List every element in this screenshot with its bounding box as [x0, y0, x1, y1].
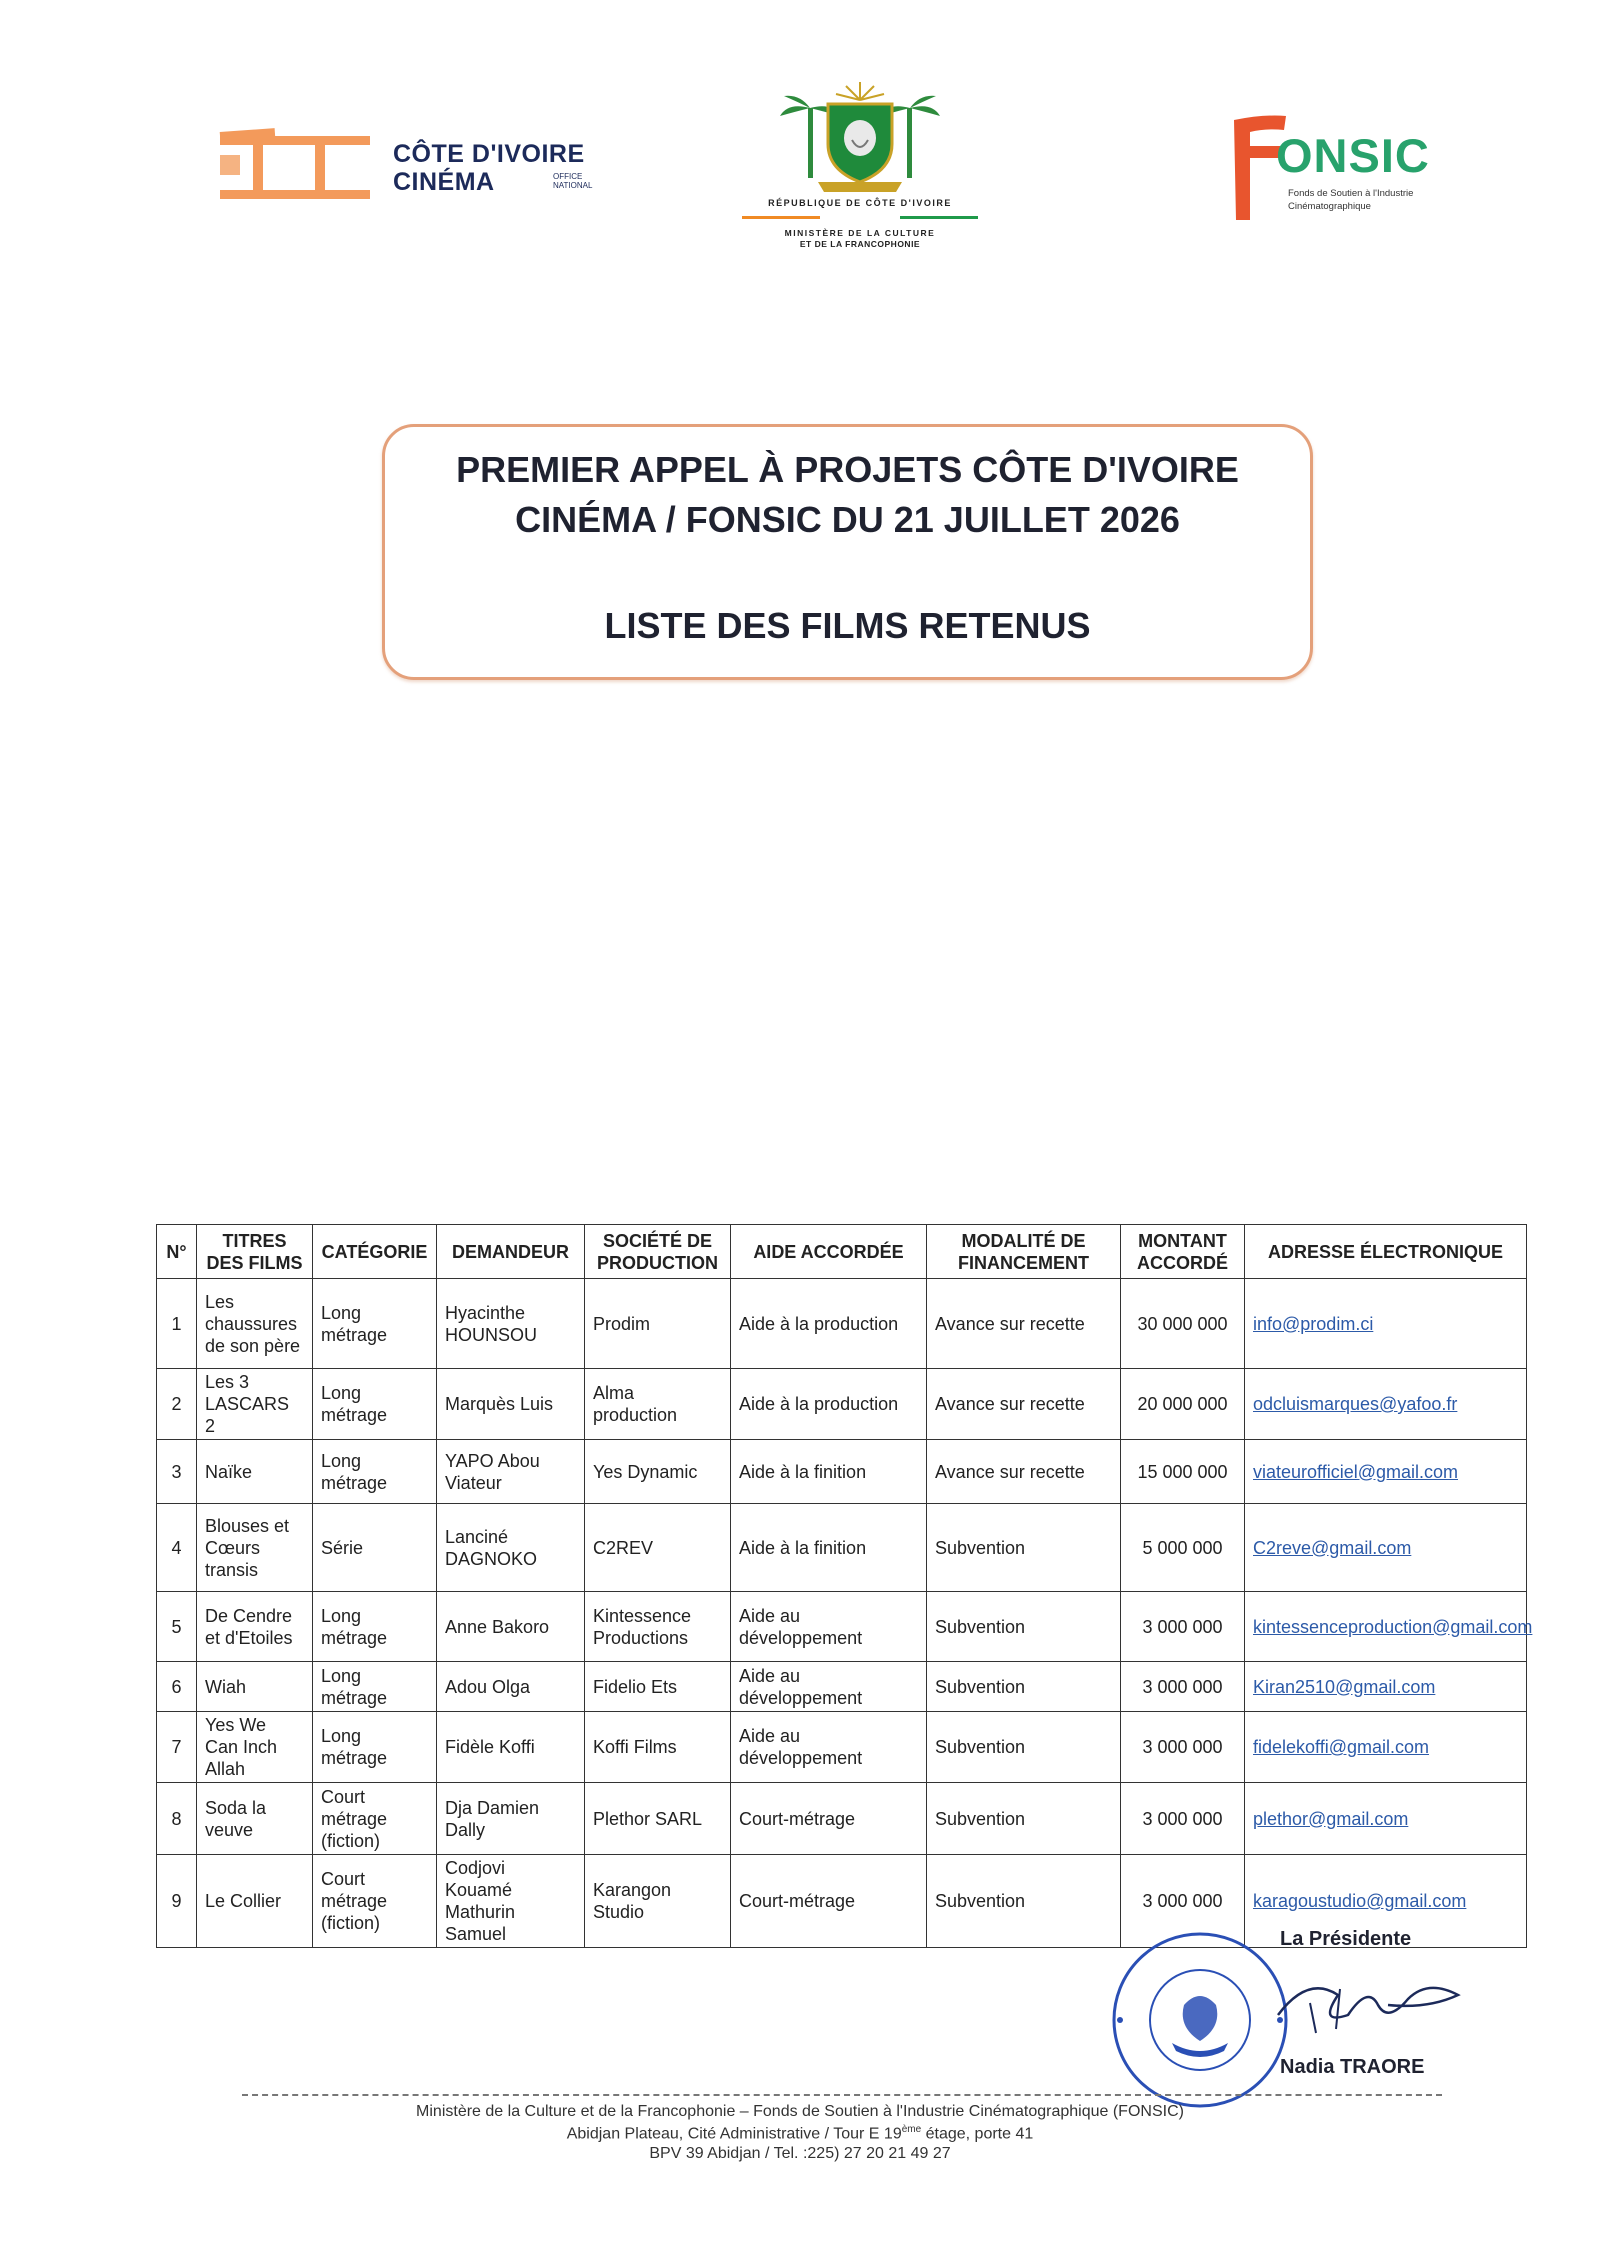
email-link[interactable]: karagoustudio@gmail.com: [1245, 1855, 1527, 1948]
cell-aid: Aide à la finition: [731, 1440, 927, 1504]
cell-applicant: Lanciné DAGNOKO: [437, 1504, 585, 1592]
cell-title: Blouses et Cœurs transis: [197, 1504, 313, 1592]
table-row: [157, 1712, 1527, 1783]
header-category: CATÉGORIE: [313, 1225, 437, 1279]
cell-title: De Cendre et d'Etoiles: [197, 1592, 313, 1662]
ministry-line2: ET DE LA FRANCOPHONIE: [799, 239, 921, 249]
cell-amount: 3 000 000: [1121, 1712, 1245, 1783]
cell-num: 5: [157, 1592, 197, 1662]
cell-applicant: Adou Olga: [437, 1662, 585, 1712]
cell-amount: 15 000 000: [1121, 1440, 1245, 1504]
cell-company: Kintessence Productions: [585, 1592, 731, 1662]
cell-category: Court métrage (fiction): [313, 1855, 437, 1948]
cell-applicant: Hyacinthe HOUNSOU: [437, 1279, 585, 1369]
cell-aid: Aide à la finition: [731, 1504, 927, 1592]
cinema-logo-line1: CÔTE D'IVOIRE: [393, 140, 585, 168]
cell-modality: Avance sur recette: [927, 1279, 1121, 1369]
cell-modality: Subvention: [927, 1662, 1121, 1712]
cinema-logo-line2: CINÉMA: [393, 168, 495, 196]
cell-applicant: Marquès Luis: [437, 1369, 585, 1440]
cell-amount: 30 000 000: [1121, 1279, 1245, 1369]
cell-title: Yes We Can Inch Allah: [197, 1712, 313, 1783]
cell-amount: 3 000 000: [1121, 1592, 1245, 1662]
cell-category: Long métrage: [313, 1662, 437, 1712]
cinema-logo-office: OFFICE NATIONAL: [553, 172, 593, 190]
cell-amount: 3 000 000: [1121, 1662, 1245, 1712]
header-modality: MODALITÉ DE FINANCEMENT: [927, 1225, 1121, 1279]
table-row: [157, 1369, 1527, 1440]
cell-title: Le Collier: [197, 1855, 313, 1948]
table-row: [157, 1504, 1527, 1592]
cell-num: 4: [157, 1504, 197, 1592]
cell-amount: 3 000 000: [1121, 1855, 1245, 1948]
cell-company: Plethor SARL: [585, 1783, 731, 1855]
cell-aid: Aide à la production: [731, 1279, 927, 1369]
header-email: ADRESSE ÉLECTRONIQUE: [1245, 1225, 1527, 1279]
email-link[interactable]: fidelekoffi@gmail.com: [1245, 1712, 1527, 1783]
flag-stripe-green: [900, 216, 978, 219]
cell-modality: Subvention: [927, 1504, 1121, 1592]
email-link[interactable]: Kiran2510@gmail.com: [1245, 1662, 1527, 1712]
cell-category: Court métrage (fiction): [313, 1783, 437, 1855]
handwritten-signature-icon: [1270, 1965, 1470, 2045]
header-num: N°: [157, 1225, 197, 1279]
cell-category: Série: [313, 1504, 437, 1592]
flag-stripe-orange: [742, 216, 820, 219]
title-line3: LISTE DES FILMS RETENUS: [604, 605, 1091, 646]
cell-num: 3: [157, 1440, 197, 1504]
cell-modality: Avance sur recette: [927, 1440, 1121, 1504]
cell-modality: Subvention: [927, 1592, 1121, 1662]
signatory-name: Nadia TRAORE: [1280, 2056, 1425, 2078]
header-applicant: DEMANDEUR: [437, 1225, 585, 1279]
cell-company: Yes Dynamic: [585, 1440, 731, 1504]
cell-amount: 5 000 000: [1121, 1504, 1245, 1592]
cell-aid: Aide à la production: [731, 1369, 927, 1440]
fonsic-wordmark: ONSIC: [1276, 129, 1430, 182]
header-aid: AIDE ACCORDÉE: [731, 1225, 927, 1279]
cell-amount: 3 000 000: [1121, 1783, 1245, 1855]
cell-category: Long métrage: [313, 1592, 437, 1662]
selected-films-table: [156, 1224, 1533, 1948]
cell-category: Long métrage: [313, 1369, 437, 1440]
footer-line2: Abidjan Plateau, Cité Administrative / Tour E 19ème étage, porte 41: [566, 2124, 1034, 2143]
cell-applicant: YAPO Abou Viateur: [437, 1440, 585, 1504]
cell-title: Wiah: [197, 1662, 313, 1712]
cell-aid: Aide au développement: [731, 1662, 927, 1712]
cote-divoire-cinema-logo: [215, 128, 595, 208]
fonsic-subtitle-line2: Cinématographique: [1288, 201, 1371, 212]
table-row: [157, 1279, 1527, 1369]
cell-category: Long métrage: [313, 1440, 437, 1504]
signatory-role: La Présidente: [1280, 1928, 1412, 1950]
title-line2: CINÉMA / FONSIC DU 21 JUILLET 2026: [515, 499, 1180, 540]
cell-applicant: Fidèle Koffi: [437, 1712, 585, 1783]
email-link[interactable]: plethor@gmail.com: [1245, 1783, 1527, 1855]
email-link[interactable]: C2reve@gmail.com: [1245, 1504, 1527, 1592]
cell-title: Les chaussures de son père: [197, 1279, 313, 1369]
title-line1: PREMIER APPEL À PROJETS CÔTE D'IVOIRE: [456, 449, 1239, 490]
cell-num: 9: [157, 1855, 197, 1948]
table-body: [157, 1279, 1533, 1948]
table-row: [157, 1592, 1527, 1662]
cell-modality: Subvention: [927, 1855, 1121, 1948]
email-link[interactable]: viateurofficiel@gmail.com: [1245, 1440, 1527, 1504]
cell-aid: Court-métrage: [731, 1783, 927, 1855]
cell-modality: Subvention: [927, 1783, 1121, 1855]
fonsic-subtitle-line1: Fonds de Soutien à l'Industrie: [1288, 188, 1414, 199]
cell-aid: Court-métrage: [731, 1855, 927, 1948]
cell-title: Les 3 LASCARS 2: [197, 1369, 313, 1440]
cell-applicant: Codjovi Kouamé Mathurin Samuel: [437, 1855, 585, 1948]
email-link[interactable]: kintessenceproduction@gmail.com: [1245, 1592, 1527, 1662]
cell-category: Long métrage: [313, 1279, 437, 1369]
table-row: [157, 1440, 1527, 1504]
fonsic-logo: [1228, 108, 1448, 238]
republic-name: RÉPUBLIQUE DE CÔTE D'IVOIRE: [768, 198, 952, 208]
email-link[interactable]: info@prodim.ci: [1245, 1279, 1527, 1369]
cell-num: 6: [157, 1662, 197, 1712]
cell-modality: Avance sur recette: [927, 1369, 1121, 1440]
cell-company: Prodim: [585, 1279, 731, 1369]
coat-of-arms-icon: [740, 78, 980, 198]
cell-num: 7: [157, 1712, 197, 1783]
republic-coat-of-arms-block: [740, 78, 980, 258]
cell-applicant: Dja Damien Dally: [437, 1783, 585, 1855]
table-row: [157, 1783, 1527, 1855]
cell-company: C2REV: [585, 1504, 731, 1592]
cell-num: 1: [157, 1279, 197, 1369]
cell-amount: 20 000 000: [1121, 1369, 1245, 1440]
film-frame-icon: [215, 128, 385, 208]
cell-company: Karangon Studio: [585, 1855, 731, 1948]
cell-company: Alma production: [585, 1369, 731, 1440]
cell-num: 2: [157, 1369, 197, 1440]
flag-stripe-white: [821, 216, 899, 219]
header-amount: MONTANT ACCORDÉ: [1121, 1225, 1245, 1279]
cell-title: Soda la veuve: [197, 1783, 313, 1855]
table-header-row: [157, 1225, 1527, 1279]
title-box: [382, 424, 1313, 680]
footer-divider: [242, 2094, 1442, 2096]
cell-company: Koffi Films: [585, 1712, 731, 1783]
email-link[interactable]: odcluismarques@yafoo.fr: [1245, 1369, 1527, 1440]
cell-modality: Subvention: [927, 1712, 1121, 1783]
ministry-line1: MINISTÈRE DE LA CULTURE: [784, 228, 936, 238]
header-company: SOCIÉTÉ DE PRODUCTION: [585, 1225, 731, 1279]
cell-company: Fidelio Ets: [585, 1662, 731, 1712]
cell-num: 8: [157, 1783, 197, 1855]
table-row: [157, 1662, 1527, 1712]
cell-aid: Aide au développement: [731, 1712, 927, 1783]
cell-aid: Aide au développement: [731, 1592, 927, 1662]
footer-line3: BPV 39 Abidjan / Tel. :225) 27 20 21 49 27: [649, 2145, 951, 2162]
cell-title: Naïke: [197, 1440, 313, 1504]
cell-applicant: Anne Bakoro: [437, 1592, 585, 1662]
footer-line1: Ministère de la Culture et de la Francophonie – Fonds de Soutien à l'Industrie Cinématographique (FONSIC): [416, 2103, 1184, 2120]
cell-category: Long métrage: [313, 1712, 437, 1783]
header-title: TITRES DES FILMS: [197, 1225, 313, 1279]
